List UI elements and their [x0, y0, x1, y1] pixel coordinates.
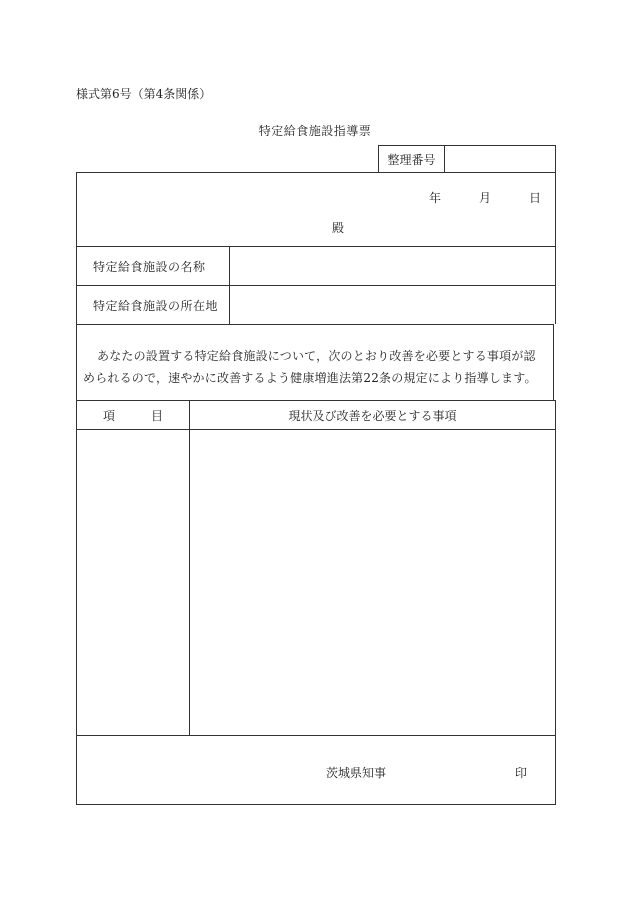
recipient-honorific: 殿	[332, 221, 345, 235]
facility-address-label: 特定給食施設の所在地	[77, 286, 230, 324]
facility-name-field[interactable]	[230, 247, 555, 285]
findings-table	[76, 400, 556, 736]
facility-name-label: 特定給食施設の名称	[77, 247, 230, 285]
date-recipient-section	[76, 172, 556, 247]
notice-text: あなたの設置する特定給食施設について，次のとおり改善を必要とする事項が認められるので，速やかに改善するよう健康増進法第22条の規定により指導します。	[83, 349, 537, 385]
seal-mark: 印	[514, 766, 527, 780]
signer-title: 茨城県知事	[326, 766, 387, 780]
facility-name-row	[76, 246, 556, 285]
column-header-item: 項 目	[77, 401, 190, 429]
registration-number-box	[378, 145, 556, 173]
column-header-detail: 現状及び改善を必要とする事項	[288, 408, 457, 423]
detail-cell[interactable]	[190, 430, 555, 736]
registration-number-label: 整理番号	[379, 146, 445, 173]
signature-section	[76, 735, 556, 805]
date-day: 日	[528, 191, 541, 205]
document-title: 特定給食施設指導票	[258, 124, 372, 138]
form-number-label: 様式第6号（第4条関係）	[76, 87, 212, 101]
findings-table-header	[77, 401, 555, 430]
findings-table-body	[77, 430, 555, 736]
notice-section	[76, 324, 554, 400]
facility-address-field[interactable]	[230, 286, 555, 324]
date-year: 年	[428, 191, 441, 205]
registration-number-field[interactable]	[445, 146, 555, 173]
date-month: 月	[478, 191, 491, 205]
facility-address-row	[76, 285, 556, 324]
item-cell[interactable]	[77, 430, 190, 736]
date-row	[391, 189, 541, 206]
